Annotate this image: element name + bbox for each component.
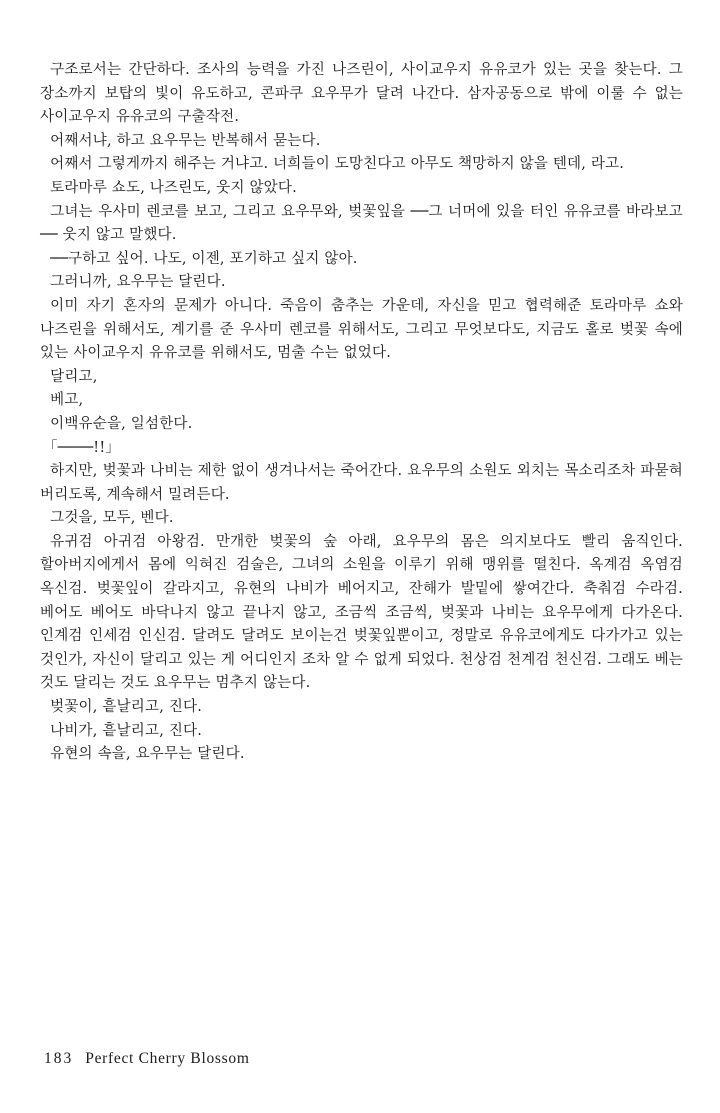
- paragraph: 벚꽃이, 흩날리고, 진다.: [50, 699, 203, 716]
- paragraph: 나비가, 흩날리고, 진다.: [50, 722, 203, 739]
- paragraph: 그녀는 우사미 렌코를 보고, 그리고 요우무와, 벚꽃잎을 ──그 너머에 있을 터인 유유코를 바라보고── 웃지 않고 말했다.: [40, 203, 683, 244]
- paragraph: 그러니까, 요우무는 달린다.: [50, 274, 226, 291]
- page-number: 183: [44, 1050, 74, 1067]
- page-footer: [44, 1050, 250, 1068]
- paragraph: 어째서 그렇게까지 해주는 거냐고. 너희들이 도망친다고 아무도 책망하지 않을 텐데, 라고.: [50, 156, 625, 173]
- paragraph: 베고,: [50, 392, 84, 409]
- book-title: Perfect Cherry Blossom: [85, 1050, 250, 1067]
- paragraph: 그것을, 모두, 벤다.: [50, 510, 174, 527]
- paragraph: 하지만, 벚꽃과 나비는 제한 없이 생겨나서는 죽어간다. 요우무의 소원도 외치는 목소리조차 파묻혀 버리도록, 계속해서 밀려든다.: [40, 463, 683, 503]
- paragraph: 이미 자기 혼자의 문제가 아니다. 죽음이 춤추는 가운데, 자신을 믿고 협력해준 토라마루 쇼와 나즈린을 위해서도, 계기를 준 우사미 렌코를 위해서도, 그리고 무엇보다도, 지금도 홀로 벚꽃 속에 있는 사이교우지 유유코를 위해서도, 멈출 수는 없었다.: [40, 297, 683, 362]
- paragraph: 구조로서는 간단하다. 조사의 능력을 가진 나즈린이, 사이교우지 유유코가 있는 곳을 찾는다. 그 장소까지 보탑의 빛이 유도하고, 콘파쿠 요우무가 달려 나간다. 삼자공동으로 밖에 이룰 수 없는 사이교우지 유유코의 구출작전.: [40, 62, 683, 126]
- paragraph: 이백유순을, 일섬한다.: [50, 415, 193, 432]
- paragraph: 어째서냐, 하고 요우무는 반복해서 묻는다.: [50, 132, 321, 149]
- paragraph: 달리고,: [50, 368, 98, 385]
- paragraph: 유귀검 아귀검 아왕검. 만개한 벚꽃의 숲 아래, 요우무의 몸은 의지보다도 빨리 움직인다. 할아버지에게서 몸에 익혀진 검술은, 그녀의 소원을 이루기 위해 맹위를 떨친다. 옥계검 옥염검 옥신검. 벚꽃잎이 갈라지고, 유현의 나비가 베어지고, 잔해가 발밑에 쌓여간다. 축춰검 수라검. 베어도 베어도 바닥나지 않고 끝나지 않고, 조금씩 조금씩, 벚꽃과 나비는 요우무에게 다가온다. 인계검 인세검 인신검. 달려도 달려도 보이는건 벚꽃잎뿐이고, 정말로 유유코에게도 다가가고 있는 것인가, 자신이 달리고 있는 게 어디인지 조차 알 수 없게 되었다. 천상검 천계검 천신검. 그래도 베는 것도 달리는 것도 요우무는 멈추지 않는다.: [40, 533, 683, 692]
- paragraph: ──구하고 싶어. 나도, 이젠, 포기하고 싶지 않아.: [50, 250, 358, 267]
- body-text: [40, 59, 683, 767]
- paragraph: 토라마루 쇼도, 나즈린도, 웃지 않았다.: [50, 179, 297, 196]
- paragraph: 유현의 속을, 요우무는 달린다.: [50, 746, 245, 763]
- dialogue-line: 「────!!」: [42, 439, 121, 456]
